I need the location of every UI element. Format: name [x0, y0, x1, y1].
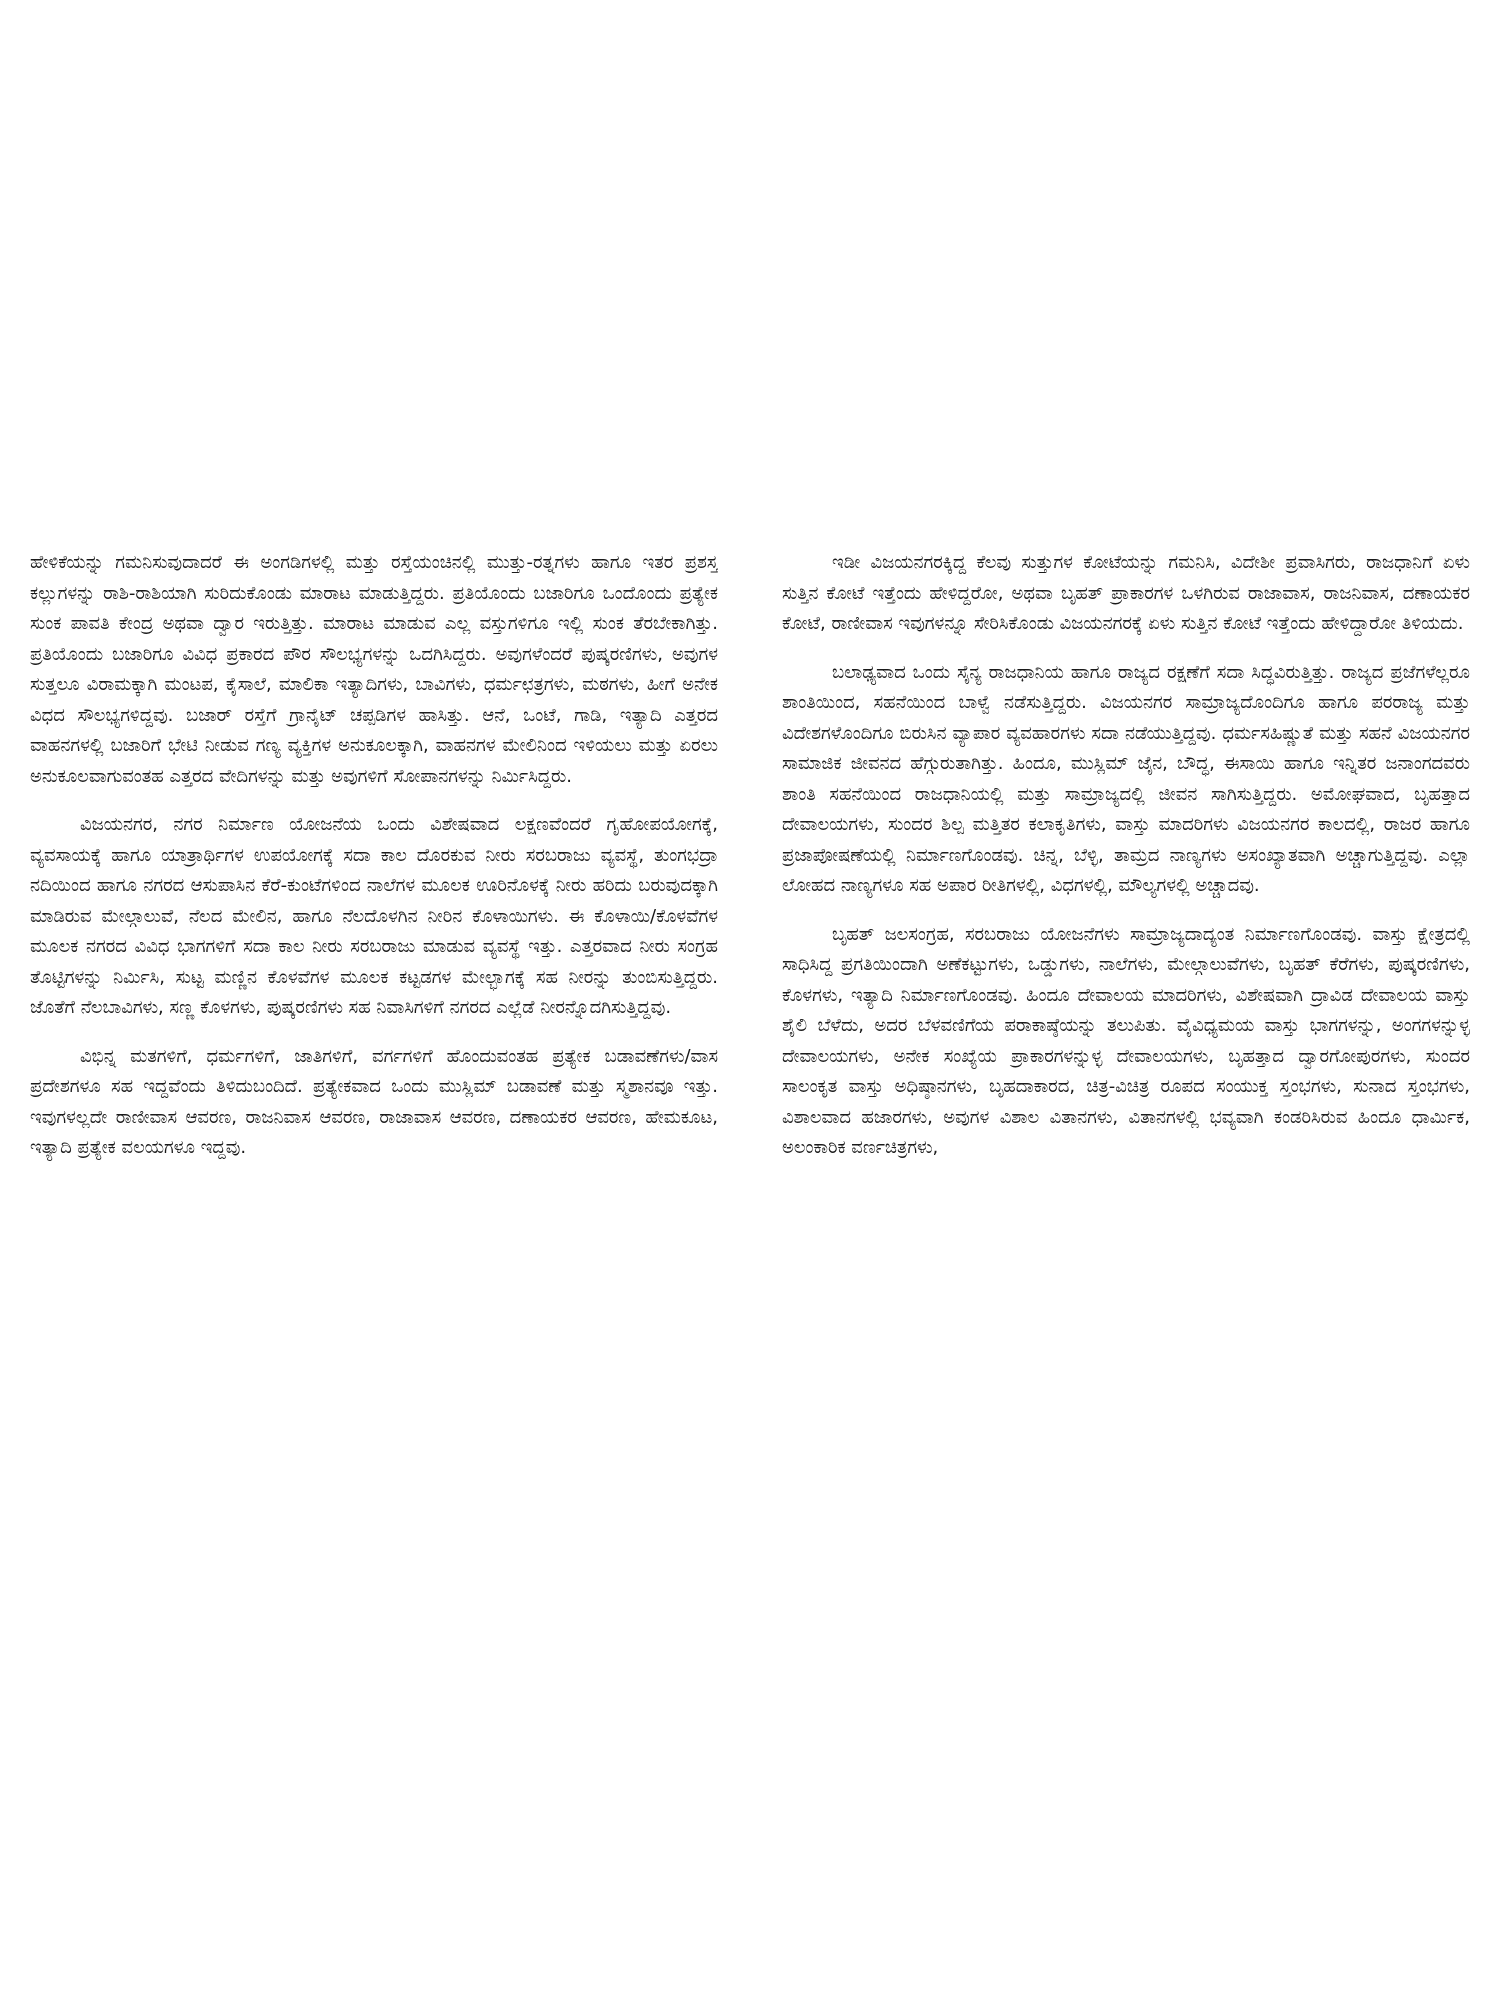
paragraph: ಬೃಹತ್ ಜಲಸಂಗ್ರಹ, ಸರಬರಾಜು ಯೋಜನೆಗಳು ಸಾಮ್ರಾಜ್ಯದಾದ್ಯಂತ ನಿರ್ಮಾಣಗೊಂಡವು. ವಾಸ್ತು ಕ್ಷೇತ್ರದಲ್ಲಿ ಸಾಧಿಸಿದ್ದ ಪ್ರಗತಿಯಿಂದಾಗಿ ಅಣೆಕಟ್ಟುಗಳು, ಒಡ್ಡುಗಳು, ನಾಲೆಗಳು, ಮೇಲ್ಗಾಲುವೆಗಳು, ಬೃಹತ್ ಕೆರೆಗಳು, ಪುಷ್ಕರಣಿಗಳು, ಕೊಳಗಳು, ಇತ್ಯಾದಿ ನಿರ್ಮಾಣಗೊಂಡವು. ಹಿಂದೂ ದೇವಾಲಯ ಮಾದರಿಗಳು, ವಿಶೇಷವಾಗಿ ದ್ರಾವಿಡ ದೇವಾಲಯ ವಾಸ್ತು ಶೈಲಿ ಬೆಳೆದು, ಅದರ ಬೆಳವಣಿಗೆಯ ಪರಾಕಾಷ್ಠೆಯನ್ನು ತಲುಪಿತು. ವೈವಿಧ್ಯಮಯ ವಾಸ್ತು ಭಾಗಗಳನ್ನು, ಅಂಗಗಳನ್ನುಳ್ಳ ದೇವಾಲಯಗಳು, ಅನೇಕ ಸಂಖ್ಯೆಯ ಪ್ರಾಕಾರಗಳನ್ನುಳ್ಳ ದೇವಾಲಯಗಳು, ಬೃಹತ್ತಾದ ದ್ವಾರಗೋಪುರಗಳು, ಸುಂದರ ಸಾಲಂಕೃತ ವಾಸ್ತು ಅಧಿಷ್ಠಾನಗಳು, ಬೃಹದಾಕಾರದ, ಚಿತ್ರ-ವಿಚಿತ್ರ ರೂಪದ ಸಂಯುಕ್ತ ಸ್ತಂಭಗಳು, ಸುನಾದ ಸ್ತಂಭಗಳು, ವಿಶಾಲವಾದ ಹಜಾರಗಳು, ಅವುಗಳ ವಿಶಾಲ ವಿತಾನಗಳು, ವಿತಾನಗಳಲ್ಲಿ ಭವ್ಯವಾಗಿ ಕಂಡರಿಸಿರುವ ಹಿಂದೂ ಧಾರ್ಮಿಕ, ಅಲಂಕಾರಿಕ ವರ್ಣಚಿತ್ರಗಳು,	[782, 923, 1470, 1158]
paragraph: ವಿಜಯನಗರ, ನಗರ ನಿರ್ಮಾಣ ಯೋಜನೆಯ ಒಂದು ವಿಶೇಷವಾದ ಲಕ್ಷಣವೆಂದರೆ ಗೃಹೋಪಯೋಗಕ್ಕೆ, ವ್ಯವಸಾಯಕ್ಕೆ ಹಾಗೂ ಯಾತ್ರಾರ್ಥಿಗಳ ಉಪಯೋಗಕ್ಕೆ ಸದಾ ಕಾಲ ದೊರಕುವ ನೀರು ಸರಬರಾಜು ವ್ಯವಸ್ಥೆ, ತುಂಗಭದ್ರಾ ನದಿಯಿಂದ ಹಾಗೂ ನಗರದ ಆಸುಪಾಸಿನ ಕೆರೆ-ಕುಂಟೆಗಳಿಂದ ನಾಲೆಗಳ ಮೂಲಕ ಊರಿನೊಳಕ್ಕೆ ನೀರು ಹರಿದು ಬರುವುದಕ್ಕಾಗಿ ಮಾಡಿರುವ ಮೇಲ್ಗಾಲುವೆ, ನೆಲದ ಮೇಲಿನ, ಹಾಗೂ ನೆಲದೊಳಗಿನ ನೀರಿನ ಕೊಳಾಯಿಗಳು. ಈ ಕೊಳಾಯಿ/ಕೊಳವೆಗಳ ಮೂಲಕ ನಗರದ ವಿವಿಧ ಭಾಗಗಳಿಗೆ ಸದಾ ಕಾಲ ನೀರು ಸರಬರಾಜು ಮಾಡುವ ವ್ಯವಸ್ಥೆ ಇತ್ತು. ಎತ್ತರವಾದ ನೀರು ಸಂಗ್ರಹ ತೊಟ್ಟಿಗಳನ್ನು ನಿರ್ಮಿಸಿ, ಸುಟ್ಟ ಮಣ್ಣಿನ ಕೊಳವೆಗಳ ಮೂಲಕ ಕಟ್ಟಡಗಳ ಮೇಲ್ಭಾಗಕ್ಕೆ ಸಹ ನೀರನ್ನು ತುಂಬಿಸುತ್ತಿದ್ದರು. ಜೊತೆಗೆ ನೆಲಬಾವಿಗಳು, ಸಣ್ಣ ಕೊಳಗಳು, ಪುಷ್ಕರಣಿಗಳು ಸಹ ನಿವಾಸಿಗಳಿಗೆ ನಗರದ ಎಲ್ಲೆಡೆ ನೀರನ್ನೊದಗಿಸುತ್ತಿದ್ದವು.	[30, 814, 718, 1018]
paragraph: ವಿಭಿನ್ನ ಮತಗಳಿಗೆ, ಧರ್ಮಗಳಿಗೆ, ಜಾತಿಗಳಿಗೆ, ವರ್ಗಗಳಿಗೆ ಹೊಂದುವಂತಹ ಪ್ರತ್ಯೇಕ ಬಡಾವಣೆಗಳು/ವಾಸ ಪ್ರದೇಶಗಳೂ ಸಹ ಇದ್ದವೆಂದು ತಿಳಿದುಬಂದಿದೆ. ಪ್ರತ್ಯೇಕವಾದ ಒಂದು ಮುಸ್ಲಿಮ್ ಬಡಾವಣೆ ಮತ್ತು ಸ್ಮಶಾನವೂ ಇತ್ತು. ಇವುಗಳಲ್ಲದೇ ರಾಣೀವಾಸ ಆವರಣ, ರಾಜನಿವಾಸ ಆವರಣ, ರಾಜಾವಾಸ ಆವರಣ, ದಣಾಯಕರ ಆವರಣ, ಹೇಮಕೂಟ, ಇತ್ಯಾದಿ ಪ್ರತ್ಯೇಕ ವಲಯಗಳೂ ಇದ್ದವು.	[30, 1045, 718, 1158]
left-text-column	[30, 548, 718, 1428]
paragraph: ಹೇಳಿಕೆಯನ್ನು ಗಮನಿಸುವುದಾದರೆ ಈ ಅಂಗಡಿಗಳಲ್ಲಿ ಮತ್ತು ರಸ್ತೆಯಂಚಿನಲ್ಲಿ ಮುತ್ತು-ರತ್ನಗಳು ಹಾಗೂ ಇತರ ಪ್ರಶಸ್ತ ಕಲ್ಲುಗಳನ್ನು ರಾಶಿ-ರಾಶಿಯಾಗಿ ಸುರಿದುಕೊಂಡು ಮಾರಾಟ ಮಾಡುತ್ತಿದ್ದರು. ಪ್ರತಿಯೊಂದು ಬಜಾರಿಗೂ ಒಂದೊಂದು ಪ್ರತ್ಯೇಕ ಸುಂಕ ಪಾವತಿ ಕೇಂದ್ರ ಅಥವಾ ದ್ವಾರ ಇರುತ್ತಿತ್ತು. ಮಾರಾಟ ಮಾಡುವ ಎಲ್ಲ ವಸ್ತುಗಳಿಗೂ ಇಲ್ಲಿ ಸುಂಕ ತೆರಬೇಕಾಗಿತ್ತು. ಪ್ರತಿಯೊಂದು ಬಜಾರಿಗೂ ವಿವಿಧ ಪ್ರಕಾರದ ಪೌರ ಸೌಲಭ್ಯಗಳನ್ನು ಒದಗಿಸಿದ್ದರು. ಅವುಗಳೆಂದರೆ ಪುಷ್ಕರಣಿಗಳು, ಅವುಗಳ ಸುತ್ತಲೂ ವಿರಾಮಕ್ಕಾಗಿ ಮಂಟಪ, ಕೈಸಾಲೆ, ಮಾಲಿಕಾ ಇತ್ಯಾದಿಗಳು, ಬಾವಿಗಳು, ಧರ್ಮಛತ್ರಗಳು, ಮಠಗಳು, ಹೀಗೆ ಅನೇಕ ವಿಧದ ಸೌಲಭ್ಯಗಳಿದ್ದವು. ಬಜಾರ್ ರಸ್ತೆಗೆ ಗ್ರಾನೈಟ್ ಚಪ್ಪಡಿಗಳ ಹಾಸಿತ್ತು. ಆನೆ, ಒಂಟೆ, ಗಾಡಿ, ಇತ್ಯಾದಿ ಎತ್ತರದ ವಾಹನಗಳಲ್ಲಿ ಬಜಾರಿಗೆ ಭೇಟಿ ನೀಡುವ ಗಣ್ಯ ವ್ಯಕ್ತಿಗಳ ಅನುಕೂಲಕ್ಕಾಗಿ, ವಾಹನಗಳ ಮೇಲಿನಿಂದ ಇಳಿಯಲು ಮತ್ತು ಏರಲು ಅನುಕೂಲವಾಗುವಂತಹ ಎತ್ತರದ ವೇದಿಗಳನ್ನು ಮತ್ತು ಅವುಗಳಿಗೆ ಸೋಪಾನಗಳನ್ನು ನಿರ್ಮಿಸಿದ್ದರು.	[30, 552, 718, 787]
right-text-column	[782, 548, 1470, 1248]
paragraph: ಬಲಾಢ್ಯವಾದ ಒಂದು ಸೈನ್ಯ ರಾಜಧಾನಿಯ ಹಾಗೂ ರಾಜ್ಯದ ರಕ್ಷಣೆಗೆ ಸದಾ ಸಿದ್ಧವಿರುತ್ತಿತ್ತು. ರಾಜ್ಯದ ಪ್ರಜೆಗಳೆಲ್ಲರೂ ಶಾಂತಿಯಿಂದ, ಸಹನೆಯಿಂದ ಬಾಳ್ವೆ ನಡೆಸುತ್ತಿದ್ದರು. ವಿಜಯನಗರ ಸಾಮ್ರಾಜ್ಯದೊಂದಿಗೂ ಹಾಗೂ ಪರರಾಜ್ಯ ಮತ್ತು ವಿದೇಶಗಳೊಂದಿಗೂ ಬಿರುಸಿನ ವ್ಯಾಪಾರ ವ್ಯವಹಾರಗಳು ಸದಾ ನಡೆಯುತ್ತಿದ್ದವು. ಧರ್ಮಸಹಿಷ್ಣುತೆ ಮತ್ತು ಸಹನೆ ವಿಜಯನಗರ ಸಾಮಾಜಿಕ ಜೀವನದ ಹೆಗ್ಗುರುತಾಗಿತ್ತು. ಹಿಂದೂ, ಮುಸ್ಲಿಮ್ ಜೈನ, ಬೌದ್ಧ, ಈಸಾಯಿ ಹಾಗೂ ಇನ್ನಿತರ ಜನಾಂಗದವರು ಶಾಂತಿ ಸಹನೆಯಿಂದ ರಾಜಧಾನಿಯಲ್ಲಿ ಮತ್ತು ಸಾಮ್ರಾಜ್ಯದಲ್ಲಿ ಜೀವನ ಸಾಗಿಸುತ್ತಿದ್ದರು. ಅಮೋಘವಾದ, ಬೃಹತ್ತಾದ ದೇವಾಲಯಗಳು, ಸುಂದರ ಶಿಲ್ಪ ಮತ್ತಿತರ ಕಲಾಕೃತಿಗಳು, ವಾಸ್ತು ಮಾದರಿಗಳು ವಿಜಯನಗರ ಕಾಲದಲ್ಲಿ, ರಾಜರ ಹಾಗೂ ಪ್ರಜಾಪೋಷಣೆಯಲ್ಲಿ ನಿರ್ಮಾಣಗೊಂಡವು. ಚಿನ್ನ, ಬೆಳ್ಳಿ, ತಾಮ್ರದ ನಾಣ್ಯಗಳು ಅಸಂಖ್ಯಾತವಾಗಿ ಅಚ್ಚಾಗುತ್ತಿದ್ದವು. ಎಲ್ಲಾ ಲೋಹದ ನಾಣ್ಯಗಳೂ ಸಹ ಅಪಾರ ರೀತಿಗಳಲ್ಲಿ, ವಿಧಗಳಲ್ಲಿ, ಮೌಲ್ಯಗಳಲ್ಲಿ ಅಚ್ಚಾದವು.	[782, 661, 1470, 896]
paragraph: ಇಡೀ ವಿಜಯನಗರಕ್ಕಿದ್ದ ಕೆಲವು ಸುತ್ತುಗಳ ಕೋಟೆಯನ್ನು ಗಮನಿಸಿ, ವಿದೇಶೀ ಪ್ರವಾಸಿಗರು, ರಾಜಧಾನಿಗೆ ಏಳು ಸುತ್ತಿನ ಕೋಟೆ ಇತ್ತೆಂದು ಹೇಳಿದ್ದರೋ, ಅಥವಾ ಬೃಹತ್ ಪ್ರಾಕಾರಗಳ ಒಳಗಿರುವ ರಾಜಾವಾಸ, ರಾಜನಿವಾಸ, ದಣಾಯಕರ ಕೋಟೆ, ರಾಣೀವಾಸ ಇವುಗಳನ್ನೂ ಸೇರಿಸಿಕೊಂಡು ವಿಜಯನಗರಕ್ಕೆ ಏಳು ಸುತ್ತಿನ ಕೋಟೆ ಇತ್ತೆಂದು ಹೇಳಿದ್ದಾರೋ ತಿಳಿಯದು.	[782, 552, 1470, 634]
